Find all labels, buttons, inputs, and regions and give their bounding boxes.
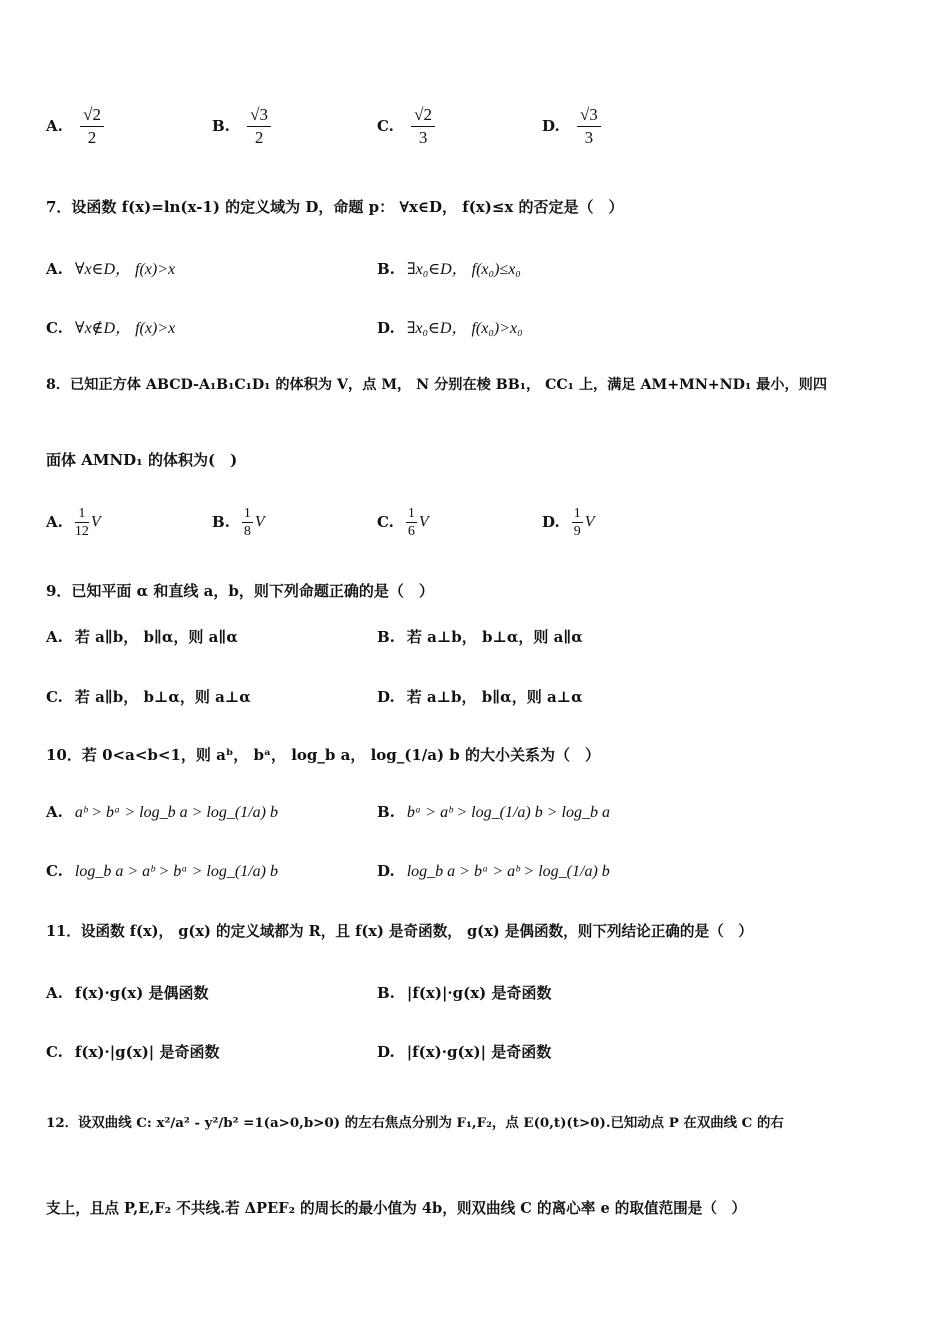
- option-label: C.: [46, 319, 63, 337]
- q6-option-c: [377, 104, 435, 149]
- option-text: log_b a > bᵃ > aᵇ > log_(1/a) b: [406, 863, 610, 880]
- option-text: 若 a∥b， b⊥α，则 a⊥α: [74, 688, 251, 706]
- q12-stem-line1: 12．设双曲线 C: x²/a² - y²/b² =1(a>0,b>0) 的左右焦点分别为 F₁,F₂，点 E(0,t)(t>0).已知动点 P 在双曲线 C 的右: [46, 1115, 784, 1131]
- q8-option-b: [212, 505, 265, 540]
- option-text: log_b a > aᵇ > bᵃ > log_(1/a) b: [74, 863, 278, 880]
- q10-option-a: [46, 803, 278, 822]
- option-label: A.: [46, 512, 63, 531]
- q11-option-c: [46, 1041, 219, 1062]
- option-label: B.: [377, 984, 395, 1002]
- option-label: A.: [46, 803, 63, 821]
- option-label: A.: [46, 984, 63, 1002]
- option-label: A.: [46, 260, 63, 278]
- q6-option-d: [542, 104, 601, 149]
- option-label: C.: [377, 116, 394, 135]
- q10-option-c: [46, 862, 278, 881]
- option-text: 若 a⊥b， b⊥α，则 a∥α: [406, 628, 583, 646]
- q8-option-d: [542, 505, 594, 540]
- fraction: $\frac{1}{6}$: [407, 506, 415, 539]
- option-label: A.: [46, 116, 63, 135]
- volume-symbol: V: [90, 513, 101, 531]
- volume-symbol: V: [254, 513, 265, 531]
- option-label: D.: [377, 862, 395, 880]
- q7-stem: 7．设函数 f(x)=ln(x-1) 的定义域为 D，命题 p： ∀x∈D， f(x)≤x 的否定是（ ）: [46, 198, 624, 216]
- fraction: $\frac{√3}{2}$: [247, 104, 271, 149]
- q11-option-d: [377, 1041, 551, 1062]
- q11-option-b: [377, 982, 551, 1003]
- option-label: B.: [377, 260, 395, 278]
- q10-stem: 10．若 0<a<b<1，则 aᵇ， bᵃ， log_b a， log_(1/a) b 的大小关系为（ ）: [46, 746, 601, 764]
- option-label: B.: [212, 512, 230, 531]
- option-label: D.: [542, 116, 560, 135]
- q9-option-d: [377, 686, 583, 707]
- q11-option-a: [46, 982, 209, 1003]
- q9-option-c: [46, 686, 251, 707]
- q6-option-b: [212, 104, 271, 149]
- q7-option-b: [377, 256, 521, 279]
- option-text: f(x)·|g(x)| 是奇函数: [74, 1043, 220, 1061]
- q7-option-c: [46, 315, 175, 338]
- q8-option-c: [377, 505, 429, 540]
- q9-option-a: [46, 626, 238, 647]
- q8-option-a: [46, 505, 101, 540]
- option-text: f(x)·g(x) 是偶函数: [74, 984, 209, 1002]
- q9-option-b: [377, 626, 583, 647]
- volume-symbol: V: [418, 513, 429, 531]
- option-label: D.: [542, 512, 560, 531]
- option-text: ∀x∈D， f(x)>x: [74, 261, 176, 278]
- fraction: $\frac{√3}{3}$: [577, 104, 601, 149]
- q7-option-a: [46, 256, 175, 279]
- q8-stem-line1: 8．已知正方体 ABCD-A₁B₁C₁D₁ 的体积为 V，点 M， N 分别在棱 BB₁， CC₁ 上，满足 AM+MN+ND₁ 最小，则四: [46, 377, 828, 393]
- q7-option-d: [377, 315, 523, 338]
- option-text: aᵇ > bᵃ > log_b a > log_(1/a) b: [74, 804, 278, 821]
- option-label: D.: [377, 688, 395, 706]
- q9-stem: 9．已知平面 α 和直线 a，b，则下列命题正确的是（ ）: [46, 582, 434, 600]
- option-text: 若 a∥b， b∥α，则 a∥α: [74, 628, 238, 646]
- q11-stem: 11．设函数 f(x)， g(x) 的定义域都为 R，且 f(x) 是奇函数， g(x) 是偶函数，则下列结论正确的是（ ）: [46, 923, 753, 940]
- option-text: |f(x)·g(x)| 是奇函数: [406, 1043, 552, 1061]
- fraction: $\frac{1}{12}$: [74, 506, 89, 539]
- option-label: C.: [46, 688, 63, 706]
- option-text: 若 a⊥b， b∥α，则 a⊥α: [406, 688, 583, 706]
- option-text: ∃x₀∈D， f(x₀)>x₀: [406, 320, 523, 337]
- volume-symbol: V: [584, 513, 595, 531]
- q10-option-b: [377, 803, 610, 822]
- fraction: $\frac{1}{9}$: [573, 506, 581, 539]
- option-text: bᵃ > aᵇ > log_(1/a) b > log_b a: [406, 804, 610, 821]
- fraction: $\frac{1}{8}$: [243, 506, 251, 539]
- q6-option-a: [46, 104, 104, 149]
- option-label: D.: [377, 1043, 395, 1061]
- option-label: A.: [46, 628, 63, 646]
- option-label: C.: [46, 1043, 63, 1061]
- option-label: B.: [377, 803, 395, 821]
- q10-option-d: [377, 862, 610, 881]
- q12-stem-line2: 支上，且点 P,E,F₂ 不共线.若 ΔPEF₂ 的周长的最小值为 4b，则双曲线 C 的离心率 e 的取值范围是（ ）: [46, 1200, 747, 1217]
- option-text: ∃x₀∈D， f(x₀)≤x₀: [406, 261, 521, 278]
- option-label: D.: [377, 319, 395, 337]
- option-label: C.: [46, 862, 63, 880]
- option-text: |f(x)|·g(x) 是奇函数: [406, 984, 552, 1002]
- option-label: C.: [377, 512, 394, 531]
- fraction: $\frac{√2}{2}$: [80, 104, 104, 149]
- option-text: ∀x∉D， f(x)>x: [74, 320, 176, 337]
- option-label: B.: [212, 116, 230, 135]
- fraction: $\frac{√2}{3}$: [411, 104, 435, 149]
- q8-stem-line2: 面体 AMND₁ 的体积为( ): [46, 451, 238, 469]
- option-label: B.: [377, 628, 395, 646]
